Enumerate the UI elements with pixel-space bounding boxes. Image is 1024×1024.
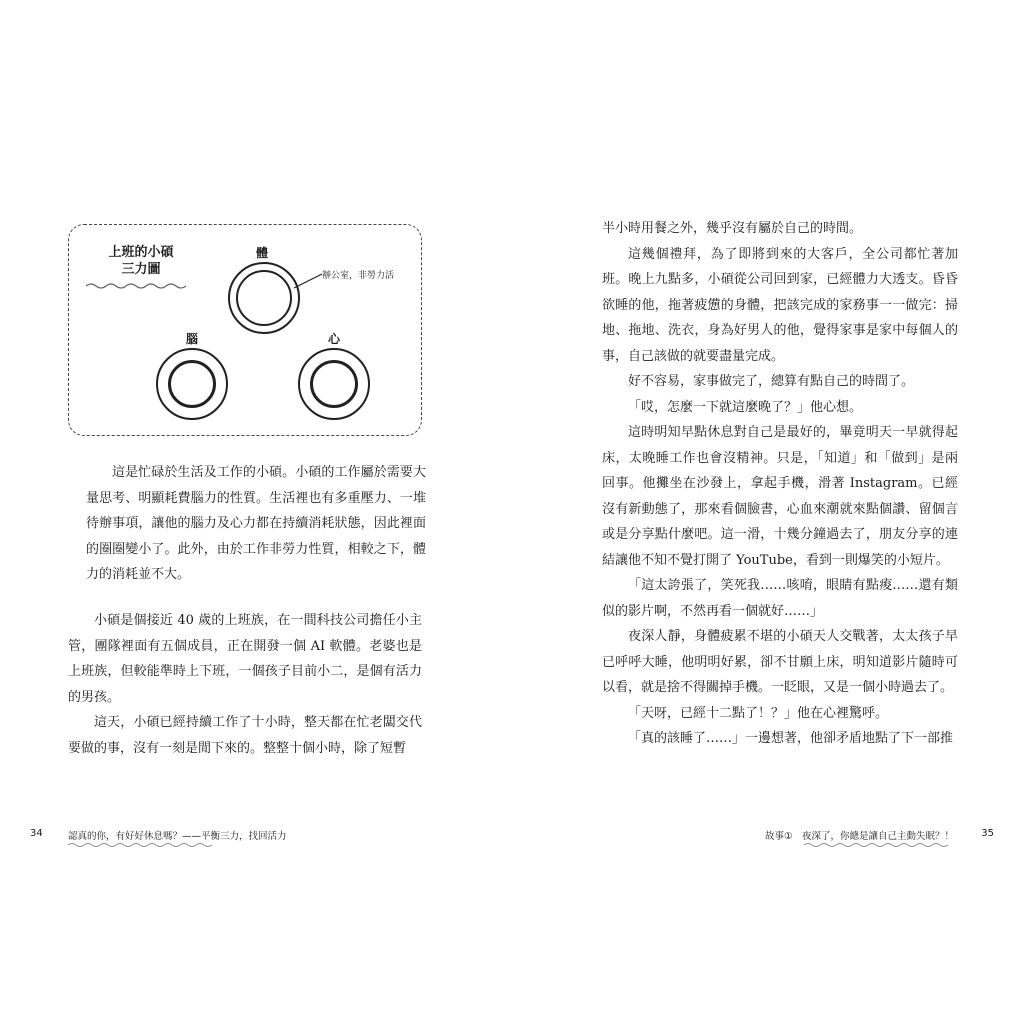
caption-paragraph: 這是忙碌於生活及工作的小碩。小碩的工作屬於需要大量思考、明顯耗費腦力的性質。生活裡也有多重壓力、一堆待辦事項，讓他的腦力及心力都在持續消耗狀態，因此裡面的圈圈變小了。此外，由於工作非勞力性質，相較之下，體力的消耗並不大。 bbox=[86, 465, 426, 582]
paragraph: 這時明知早點休息對自己是最好的，畢竟明天一早就得起床，太晚睡工作也會沒精神。只是，「知道」和「做到」是兩回事。他攤坐在沙發上，拿起手機，滑著 Instagram。已經沒有新動態了，那來看個臉書，心血來潮就來點個讚、留個言或是分享點什麼吧。這一滑，十幾分鐘過去了，朋友分享的連結讓他不知不覺打開了 YouTube，看到一則爆笑的小短片。 bbox=[602, 425, 958, 568]
right-page bbox=[512, 0, 1024, 1024]
brain-ring bbox=[156, 348, 228, 420]
page-number: 35 bbox=[981, 828, 994, 839]
page-number: 34 bbox=[30, 828, 43, 839]
wavy-underline-icon bbox=[804, 842, 954, 848]
paragraph: 「天呀，已經十二點了！？」他在心裡驚呼。 bbox=[628, 705, 889, 721]
diagram-caption bbox=[86, 460, 426, 588]
right-body-text bbox=[602, 216, 958, 752]
paragraph: 這天，小碩已經持續工作了十小時，整天都在忙老闆交代要做的事，沒有一刻是閒下來的。整整十個小時，除了短暫 bbox=[68, 715, 422, 756]
paragraph: 「哎，怎麼一下就這麼晚了？」他心想。 bbox=[628, 399, 863, 415]
annotation-leader-icon bbox=[292, 270, 326, 290]
diagram-title bbox=[98, 244, 184, 278]
node-label-body: 體 bbox=[256, 246, 269, 260]
diagram-annotation: 辦公室，非勞力活 bbox=[322, 271, 395, 281]
diagram-title-line: 上班的小碩 bbox=[108, 245, 174, 260]
running-head: 認真的你，有好好休息嗎？——平衡三力，找回活力 bbox=[68, 831, 287, 842]
wavy-underline-icon bbox=[68, 842, 218, 848]
body-ring bbox=[228, 262, 300, 334]
left-body-text bbox=[68, 608, 422, 761]
wavy-underline-icon bbox=[86, 282, 186, 290]
paragraph: 這幾個禮拜，為了即將到來的大客戶，全公司都忙著加班。晚上九點多，小碩從公司回到家，已經體力大透支。昏昏欲睡的他，拖著疲憊的身體，把該完成的家務事一一做完：掃地、拖地、洗衣，身為好男人的他，覺得家事是家中每個人的事，自己該做的就要盡量完成。 bbox=[602, 246, 958, 364]
paragraph: 夜深人靜，身體疲累不堪的小碩天人交戰著，太太孩子早已呼呼大睡，他明明好累，卻不甘願上床，明知道影片隨時可以看，就是捨不得關掉手機。一眨眼，又是一個小時過去了。 bbox=[602, 629, 958, 695]
paragraph: 好不容易，家事做完了，總算有點自己的時間了。 bbox=[628, 374, 915, 389]
paragraph: 半小時用餐之外，幾乎沒有屬於自己的時間。 bbox=[602, 221, 863, 236]
running-head: 故事① 夜深了，你總是讓自己主動失眠？！ bbox=[764, 831, 954, 842]
heart-ring bbox=[298, 348, 370, 420]
node-label-brain: 腦 bbox=[186, 332, 199, 346]
node-label-heart: 心 bbox=[328, 332, 341, 346]
paragraph: 小碩是個接近 40 歲的上班族，在一間科技公司擔任小主管，團隊裡面有五個成員，正在開發一個 AI 軟體。老婆也是上班族，但較能準時上下班，一個孩子目前小二，是個有活力的男孩。 bbox=[68, 613, 422, 705]
diagram-title-line: 三力圖 bbox=[121, 262, 161, 277]
paragraph: 「真的該睡了……」一邊想著，他卻矛盾地點了下一部推 bbox=[628, 731, 954, 746]
paragraph: 「這太誇張了，笑死我……咳唷，眼睛有點痠……還有類似的影片啊，不然再看一個就好……」 bbox=[602, 578, 958, 619]
